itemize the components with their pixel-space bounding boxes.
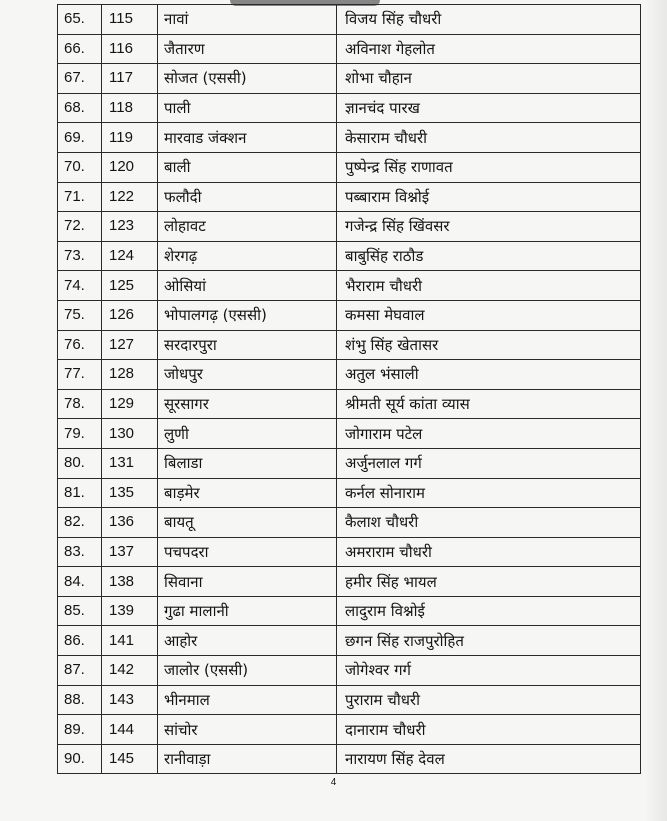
serial-number-cell: 79. (58, 419, 102, 449)
serial-number-cell: 84. (58, 567, 102, 597)
candidate-cell: अर्जुनलाल गर्ग (337, 448, 641, 478)
table-row (58, 478, 641, 508)
serial-number-cell: 85. (58, 596, 102, 626)
table-row (58, 152, 641, 182)
constituency-cell: बाड़मेर (158, 478, 337, 508)
candidate-cell: अतुल भंसाली (337, 360, 641, 390)
candidate-cell: छगन सिंह राजपुरोहित (337, 626, 641, 656)
candidate-cell: अविनाश गेहलोत (337, 34, 641, 64)
serial-number-cell: 71. (58, 182, 102, 212)
ac-number-cell: 117 (102, 64, 158, 94)
constituency-cell: पाली (158, 93, 337, 123)
candidate-cell: दानाराम चौधरी (337, 715, 641, 745)
candidate-cell: श्रीमती सूर्य कांता व्यास (337, 389, 641, 419)
table-row (58, 330, 641, 360)
table-row (58, 212, 641, 242)
candidate-cell: पब्बाराम विश्नोई (337, 182, 641, 212)
ac-number-cell: 145 (102, 744, 158, 774)
candidate-cell: विजय सिंह चौधरी (337, 5, 641, 35)
serial-number-cell: 74. (58, 271, 102, 301)
ac-number-cell: 126 (102, 300, 158, 330)
table-row (58, 271, 641, 301)
table-row (58, 537, 641, 567)
candidate-cell: शंभु सिंह खेतासर (337, 330, 641, 360)
candidate-cell: कैलाश चौधरी (337, 508, 641, 538)
candidate-cell: कमसा मेघवाल (337, 300, 641, 330)
candidate-table (57, 4, 641, 774)
serial-number-cell: 75. (58, 300, 102, 330)
ac-number-cell: 143 (102, 685, 158, 715)
constituency-cell: सांचोर (158, 715, 337, 745)
constituency-cell: नावां (158, 5, 337, 35)
table-row (58, 419, 641, 449)
constituency-cell: सिवाना (158, 567, 337, 597)
candidate-cell: ज्ञानचंद पारख (337, 93, 641, 123)
table-row (58, 508, 641, 538)
candidate-table-body (58, 5, 641, 774)
table-row (58, 626, 641, 656)
serial-number-cell: 82. (58, 508, 102, 538)
ac-number-cell: 138 (102, 567, 158, 597)
constituency-cell: शेरगढ़ (158, 241, 337, 271)
serial-number-cell: 88. (58, 685, 102, 715)
constituency-cell: सरदारपुरा (158, 330, 337, 360)
constituency-cell: पचपदरा (158, 537, 337, 567)
candidate-cell: पुराराम चौधरी (337, 685, 641, 715)
table-row (58, 685, 641, 715)
constituency-cell: सोजत (एससी) (158, 64, 337, 94)
constituency-cell: ओसियां (158, 271, 337, 301)
serial-number-cell: 81. (58, 478, 102, 508)
serial-number-cell: 65. (58, 5, 102, 35)
ac-number-cell: 115 (102, 5, 158, 35)
constituency-cell: आहोर (158, 626, 337, 656)
serial-number-cell: 76. (58, 330, 102, 360)
table-row (58, 567, 641, 597)
table-row (58, 64, 641, 94)
ac-number-cell: 120 (102, 152, 158, 182)
candidate-cell: जोगेश्वर गर्ग (337, 656, 641, 686)
table-row (58, 34, 641, 64)
candidate-cell: बाबुसिंह राठौड (337, 241, 641, 271)
ac-number-cell: 131 (102, 448, 158, 478)
ac-number-cell: 122 (102, 182, 158, 212)
serial-number-cell: 72. (58, 212, 102, 242)
table-row (58, 715, 641, 745)
constituency-cell: भोपालगढ़ (एससी) (158, 300, 337, 330)
candidate-cell: भैराराम चौधरी (337, 271, 641, 301)
ac-number-cell: 124 (102, 241, 158, 271)
candidate-cell: नारायण सिंह देवल (337, 744, 641, 774)
serial-number-cell: 66. (58, 34, 102, 64)
ac-number-cell: 128 (102, 360, 158, 390)
constituency-cell: रानीवाड़ा (158, 744, 337, 774)
serial-number-cell: 70. (58, 152, 102, 182)
candidate-cell: जोगाराम पटेल (337, 419, 641, 449)
serial-number-cell: 90. (58, 744, 102, 774)
candidate-cell: हमीर सिंह भायल (337, 567, 641, 597)
serial-number-cell: 73. (58, 241, 102, 271)
constituency-cell: लोहावट (158, 212, 337, 242)
ac-number-cell: 142 (102, 656, 158, 686)
ac-number-cell: 125 (102, 271, 158, 301)
candidate-cell: अमराराम चौधरी (337, 537, 641, 567)
serial-number-cell: 68. (58, 93, 102, 123)
constituency-cell: बायतू (158, 508, 337, 538)
ac-number-cell: 130 (102, 419, 158, 449)
constituency-cell: गुढा मालानी (158, 596, 337, 626)
serial-number-cell: 78. (58, 389, 102, 419)
constituency-cell: भीनमाल (158, 685, 337, 715)
table-row (58, 389, 641, 419)
constituency-cell: बिलाडा (158, 448, 337, 478)
constituency-cell: जालोर (एससी) (158, 656, 337, 686)
table-row (58, 448, 641, 478)
serial-number-cell: 86. (58, 626, 102, 656)
candidate-cell: केसाराम चौधरी (337, 123, 641, 153)
table-row (58, 93, 641, 123)
constituency-cell: बाली (158, 152, 337, 182)
constituency-cell: जोधपुर (158, 360, 337, 390)
ac-number-cell: 119 (102, 123, 158, 153)
serial-number-cell: 87. (58, 656, 102, 686)
ac-number-cell: 135 (102, 478, 158, 508)
ac-number-cell: 137 (102, 537, 158, 567)
constituency-cell: फलौदी (158, 182, 337, 212)
table-row (58, 596, 641, 626)
table-row (58, 5, 641, 35)
constituency-cell: लुणी (158, 419, 337, 449)
constituency-cell: जैतारण (158, 34, 337, 64)
table-row (58, 656, 641, 686)
ac-number-cell: 116 (102, 34, 158, 64)
table-row (58, 744, 641, 774)
ac-number-cell: 127 (102, 330, 158, 360)
candidate-cell: शोभा चौहान (337, 64, 641, 94)
table-row (58, 182, 641, 212)
serial-number-cell: 69. (58, 123, 102, 153)
table-row (58, 241, 641, 271)
scan-edge-shading (645, 0, 667, 821)
constituency-cell: सूरसागर (158, 389, 337, 419)
ac-number-cell: 144 (102, 715, 158, 745)
ac-number-cell: 123 (102, 212, 158, 242)
page-number: 4 (330, 777, 337, 788)
candidate-cell: पुष्पेन्द्र सिंह राणावत (337, 152, 641, 182)
ac-number-cell: 139 (102, 596, 158, 626)
table-row (58, 360, 641, 390)
constituency-cell: मारवाड जंक्शन (158, 123, 337, 153)
table-row (58, 300, 641, 330)
candidate-cell: कर्नल सोनाराम (337, 478, 641, 508)
ac-number-cell: 118 (102, 93, 158, 123)
serial-number-cell: 83. (58, 537, 102, 567)
serial-number-cell: 80. (58, 448, 102, 478)
candidate-cell: लादुराम विश्नोई (337, 596, 641, 626)
candidate-cell: गजेन्द्र सिंह खिंवसर (337, 212, 641, 242)
serial-number-cell: 77. (58, 360, 102, 390)
ac-number-cell: 129 (102, 389, 158, 419)
ac-number-cell: 136 (102, 508, 158, 538)
serial-number-cell: 89. (58, 715, 102, 745)
serial-number-cell: 67. (58, 64, 102, 94)
ac-number-cell: 141 (102, 626, 158, 656)
table-row (58, 123, 641, 153)
